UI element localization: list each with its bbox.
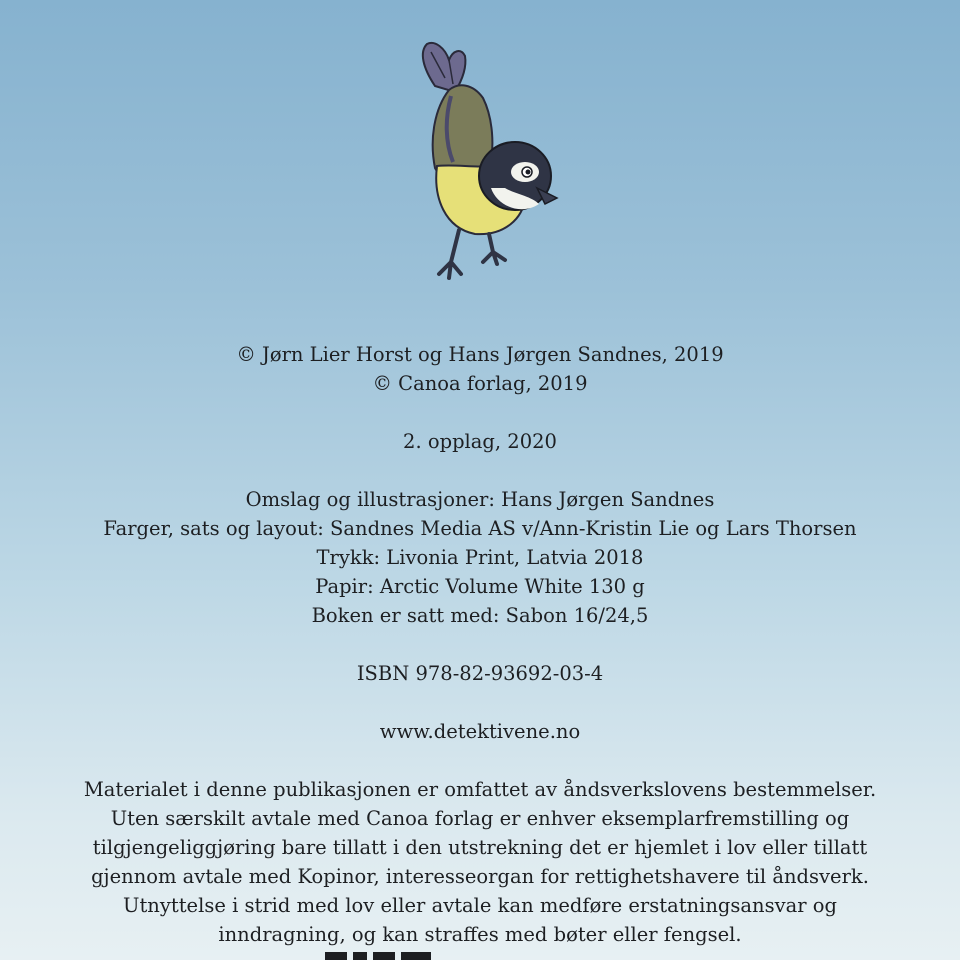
colophon-text — [60, 340, 900, 949]
website-line: www.detektivene.no — [379, 720, 581, 743]
credit-cover: Omslag og illustrasjoner: Hans Jørgen Sandnes — [245, 488, 715, 511]
legal-line: inndragning, og kan straffes med bøter eller fengsel. — [218, 923, 742, 946]
legal-line: gjennom avtale med Kopinor, interesseorgan for rettighetshavere til åndsverk. — [91, 865, 869, 888]
credit-paper: Papir: Arctic Volume White 130 g — [315, 575, 645, 598]
legal-line: Utnyttelse i strid med lov eller avtale kan medføre erstatningsansvar og — [123, 894, 837, 917]
copyright-authors: © Jørn Lier Horst og Hans Jørgen Sandnes, 2019 — [236, 343, 724, 366]
edition-line: 2. opplag, 2020 — [403, 430, 557, 453]
copyright-publisher: © Canoa forlag, 2019 — [372, 372, 588, 395]
credit-layout: Farger, sats og layout: Sandnes Media AS v/Ann-Kristin Lie og Lars Thorsen — [103, 517, 857, 540]
credit-print: Trykk: Livonia Print, Latvia 2018 — [316, 546, 644, 569]
legal-notice — [60, 775, 900, 949]
legal-line: tilgjengeliggjøring bare tillatt i den utstrekning det er hjemlet i lov eller tillatt — [92, 836, 868, 859]
bird-illustration — [405, 38, 565, 288]
legal-line: Materialet i denne publikasjonen er omfattet av åndsverkslovens bestemmelser. — [83, 778, 877, 801]
isbn-line: ISBN 978-82-93692-03-4 — [356, 662, 604, 685]
credit-typeface: Boken er satt med: Sabon 16/24,5 — [311, 604, 649, 627]
cut-off-logo — [325, 948, 445, 960]
legal-line: Uten særskilt avtale med Canoa forlag er enhver eksemplarfremstilling og — [110, 807, 850, 830]
